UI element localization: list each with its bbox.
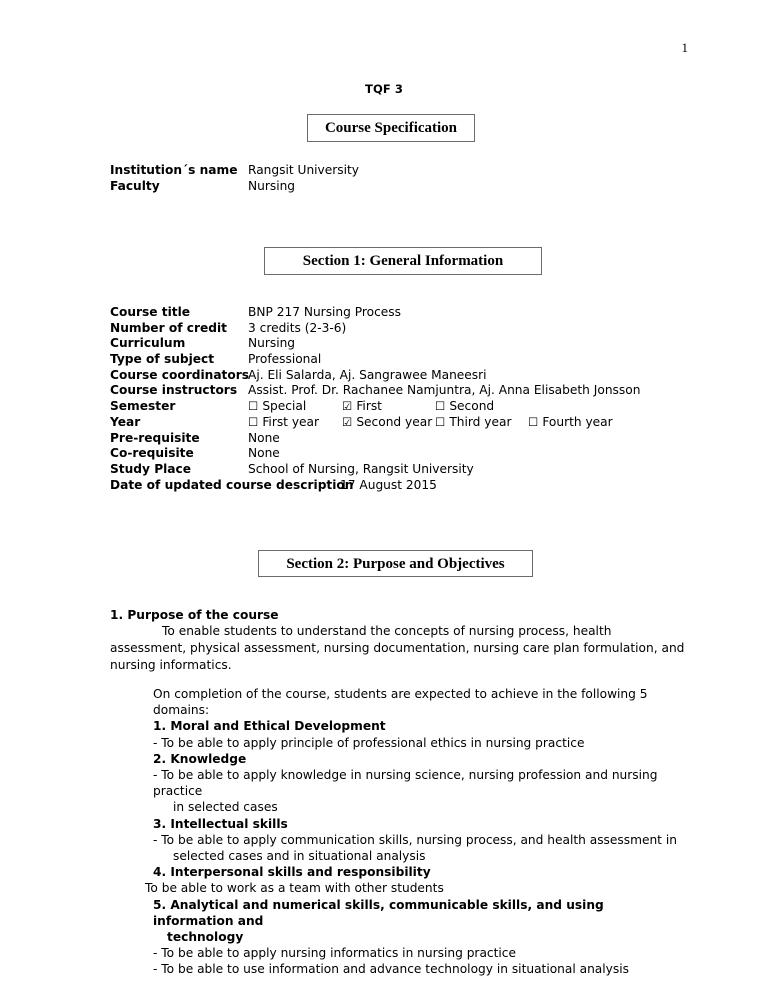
checkbox-unchecked-icon[interactable]: ☐ [435,414,446,429]
section-1-heading-box: Section 1: General Information [264,247,542,275]
section-2-heading-box: Section 2: Purpose and Objectives [258,550,533,577]
checkbox-label: Fourth year [542,414,613,429]
domain-item: - To be able to apply knowledge in nursing science, nursing profession and nursing practice [153,768,658,799]
domain-title: 1. Moral and Ethical Development [153,719,386,734]
domain-title-continuation: technology [167,930,244,945]
info-value: Nursing [248,178,296,193]
domain-item: - To be able to apply communication skills, nursing process, and health assessment in [153,832,677,847]
domains-lead: On completion of the course, students are expected to achieve in the following 5 domains: [153,687,648,718]
info-value: 3 credits (2-3-6) [248,320,347,335]
info-row [110,321,640,337]
info-value: Rangsit University [248,163,359,177]
info-value: Professional [248,352,322,367]
info-row [110,383,640,399]
info-label: Course title [110,305,191,319]
option-row [110,415,640,431]
checkbox-label: Special [262,399,307,414]
checkbox-option[interactable] [248,399,342,415]
info-label: Semester [110,399,176,414]
info-row [110,478,640,494]
info-value: 17 August 2015 [340,477,437,492]
checkbox-label: First year [262,414,320,429]
info-label: Pre-requisite [110,430,200,445]
info-row [110,305,640,321]
checkbox-label: Third year [449,414,512,429]
info-label: Co-requisite [110,446,194,461]
checkbox-label: Second [449,399,495,414]
info-value: Aj. Eli Salarda, Aj. Sangrawee Maneesri [248,367,487,382]
checkbox-option[interactable] [342,415,435,431]
info-value: None [248,430,280,445]
checkbox-option[interactable] [342,399,435,415]
info-value: BNP 217 Nursing Process [248,305,401,319]
info-label: Type of subject [110,352,215,367]
checkbox-option[interactable] [528,415,621,431]
checkbox-option[interactable] [248,415,342,431]
domain-title: 4. Interpersonal skills and responsibility [153,865,431,880]
checkbox-option[interactable] [435,415,528,431]
domain-item: - To be able to apply principle of professional ethics in nursing practice [153,735,585,750]
info-value: Nursing [248,336,296,351]
info-row [110,336,640,352]
info-value: Assist. Prof. Dr. Rachanee Namjuntra, Aj. Anna Elisabeth Jonsson [248,383,641,398]
domain-item: - To be able to use information and advance technology in situational analysis [153,962,629,977]
info-label: Faculty [110,178,160,193]
info-label: Year [110,414,141,429]
info-row [110,446,640,462]
institution-info-block [110,163,359,194]
info-value: None [248,446,280,461]
info-label: Institution´s name [110,163,238,177]
info-label: Study Place [110,461,192,476]
info-row [110,431,640,447]
purpose-heading: 1. Purpose of the course [110,608,279,622]
checkbox-unchecked-icon[interactable]: ☐ [248,399,259,414]
course-info-block [110,305,640,493]
domain-title: 3. Intellectual skills [153,816,288,831]
info-label: Course coordinators [110,367,250,382]
checkbox-checked-icon[interactable]: ☑ [342,414,353,429]
checkbox-label: First [356,399,382,414]
info-row [110,163,359,179]
info-row [110,179,359,195]
checkbox-unchecked-icon[interactable]: ☐ [528,414,539,429]
info-row [110,368,640,384]
checkbox-checked-icon[interactable]: ☑ [342,399,353,414]
domain-item: To be able to work as a team with other students [145,881,444,896]
checkbox-unchecked-icon[interactable]: ☐ [435,399,446,414]
checkbox-label: Second year [356,414,433,429]
checkbox-option[interactable] [435,399,528,415]
page-number: 1 [681,40,688,55]
info-label: Number of credit [110,320,227,335]
info-label: Date of updated course description [110,477,354,492]
info-value: School of Nursing, Rangsit University [248,461,474,476]
domain-item-continuation: in selected cases [173,800,278,815]
info-row [110,352,640,368]
domain-title: 2. Knowledge [153,751,247,766]
info-label: Curriculum [110,336,186,351]
domain-title: 5. Analytical and numerical skills, communicable skills, and using information and [153,897,604,928]
info-row [110,462,640,478]
domain-item: - To be able to apply nursing informatics in nursing practice [153,946,516,961]
option-row [110,399,640,415]
course-specification-title-box: Course Specification [307,114,475,142]
domain-item-continuation: selected cases and in situational analysis [173,849,426,864]
document-code: TQF 3 [365,82,403,96]
info-label: Course instructors [110,383,238,398]
learning-domains-block [145,686,685,978]
checkbox-unchecked-icon[interactable]: ☐ [248,414,259,429]
purpose-paragraph: To enable students to understand the concepts of nursing process, health assessment, physical assessment, nursing documentation, nursing care plan formulation, and nursing informatics. [110,624,685,672]
